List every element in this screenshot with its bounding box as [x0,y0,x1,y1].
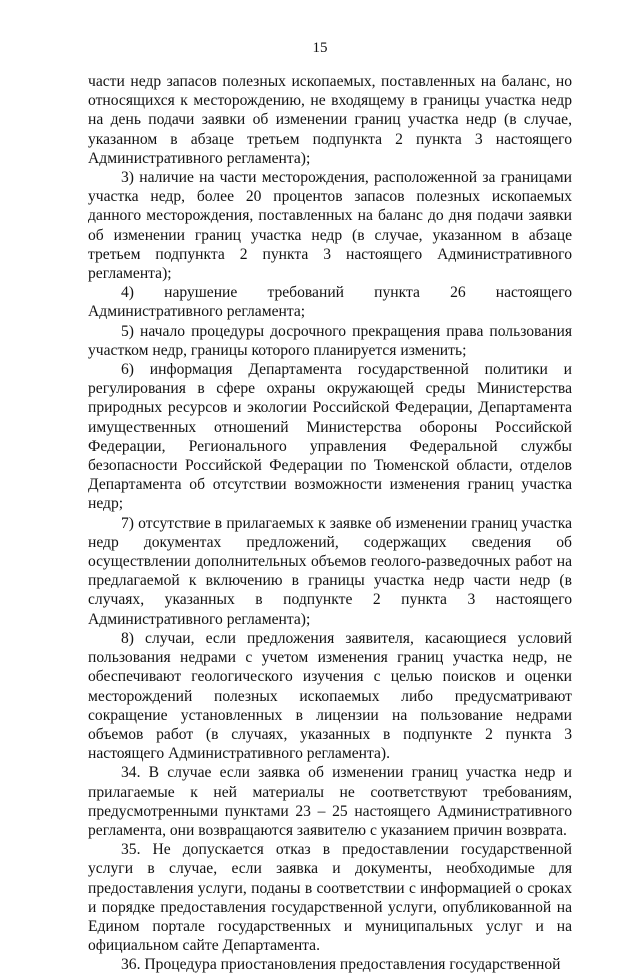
paragraph-item-5: 5) начало процедуры досрочного прекращения права пользования участком недр, границы которого планируется изменить; [88,322,572,359]
paragraph-clause-36: 36. Процедура приостановления предоставления государственной [121,956,561,974]
paragraph-item-6: 6) информация Департамента государственной политики и регулирования в сфере охраны окружающей среды Министерства природных ресурсов и экологии Российской Федерации, Департамента имущественных отношений Министерства обороны Российской Федерации, Регионального управления Федеральной службы безопасности Российской Федерации по Тюменской области, отделов Департамента об отсутствии возможности изменения границ участка недр; [88,361,572,513]
paragraph-item-7: 7) отсутствие в прилагаемых к заявке об изменении границ участка недр документах предложений, содержащих сведения об осуществлении дополнительных объемов геолого-разведочных работ на предлагаемой к включению в границы участка недр части недр (в случаях, указанных в подпункте 2 пункта 3 настоящего Административного регламента); [88,514,572,628]
page-number: 15 [312,40,328,56]
paragraph-item-4: 4) нарушение требований пункта 26 настоящего Административного регламента; [88,284,572,321]
document-body [88,72,572,975]
paragraph-continuation: части недр запасов полезных ископаемых, поставленных на баланс, но относящихся к месторождению, не входящему в границы участка недр на день подачи заявки об изменении границ участка недр (в случае, указанном в абзаце третьем подпункта 2 пункта 3 настоящего Административного регламента); [88,73,572,167]
paragraph-item-8: 8) случаи, если предложения заявителя, касающиеся условий пользования недрами с учетом изменения границ участка недр, не обеспечивают геологического изучения с целью поисков и оценки месторождений полезных ископаемых либо предусматривают сокращение установленных в лицензии на пользование недрами объемов работ (в случаях, указанных в подпункте 2 пункта 3 настоящего Административного регламента). [88,629,572,763]
paragraph-clause-35: 35. Не допускается отказ в предоставлении государственной услуги в случае, если заявка и документы, необходимые для предоставления услуги, поданы в соответствии с информацией о сроках и порядке предоставления государственной услуги, опубликованной на Едином портале государственных и муниципальных услуг и на официальном сайте Департамента. [88,841,572,955]
paragraph-clause-34: 34. В случае если заявка об изменении границ участка недр и прилагаемые к ней материалы не соответствуют требованиям, предусмотренными пунктами 23 – 25 настоящего Административного регламента, они возвращаются заявителю с указанием причин возврата. [88,764,572,839]
paragraph-item-3: 3) наличие на части месторождения, расположенной за границами участка недр, более 20 процентов запасов полезных ископаемых данного месторождения, поставленных на баланс до дня подачи заявки об изменении границ участка недр (в случае, указанном в абзаце третьем подпункта 2 пункта 3 настоящего Административного регламента); [88,169,572,283]
